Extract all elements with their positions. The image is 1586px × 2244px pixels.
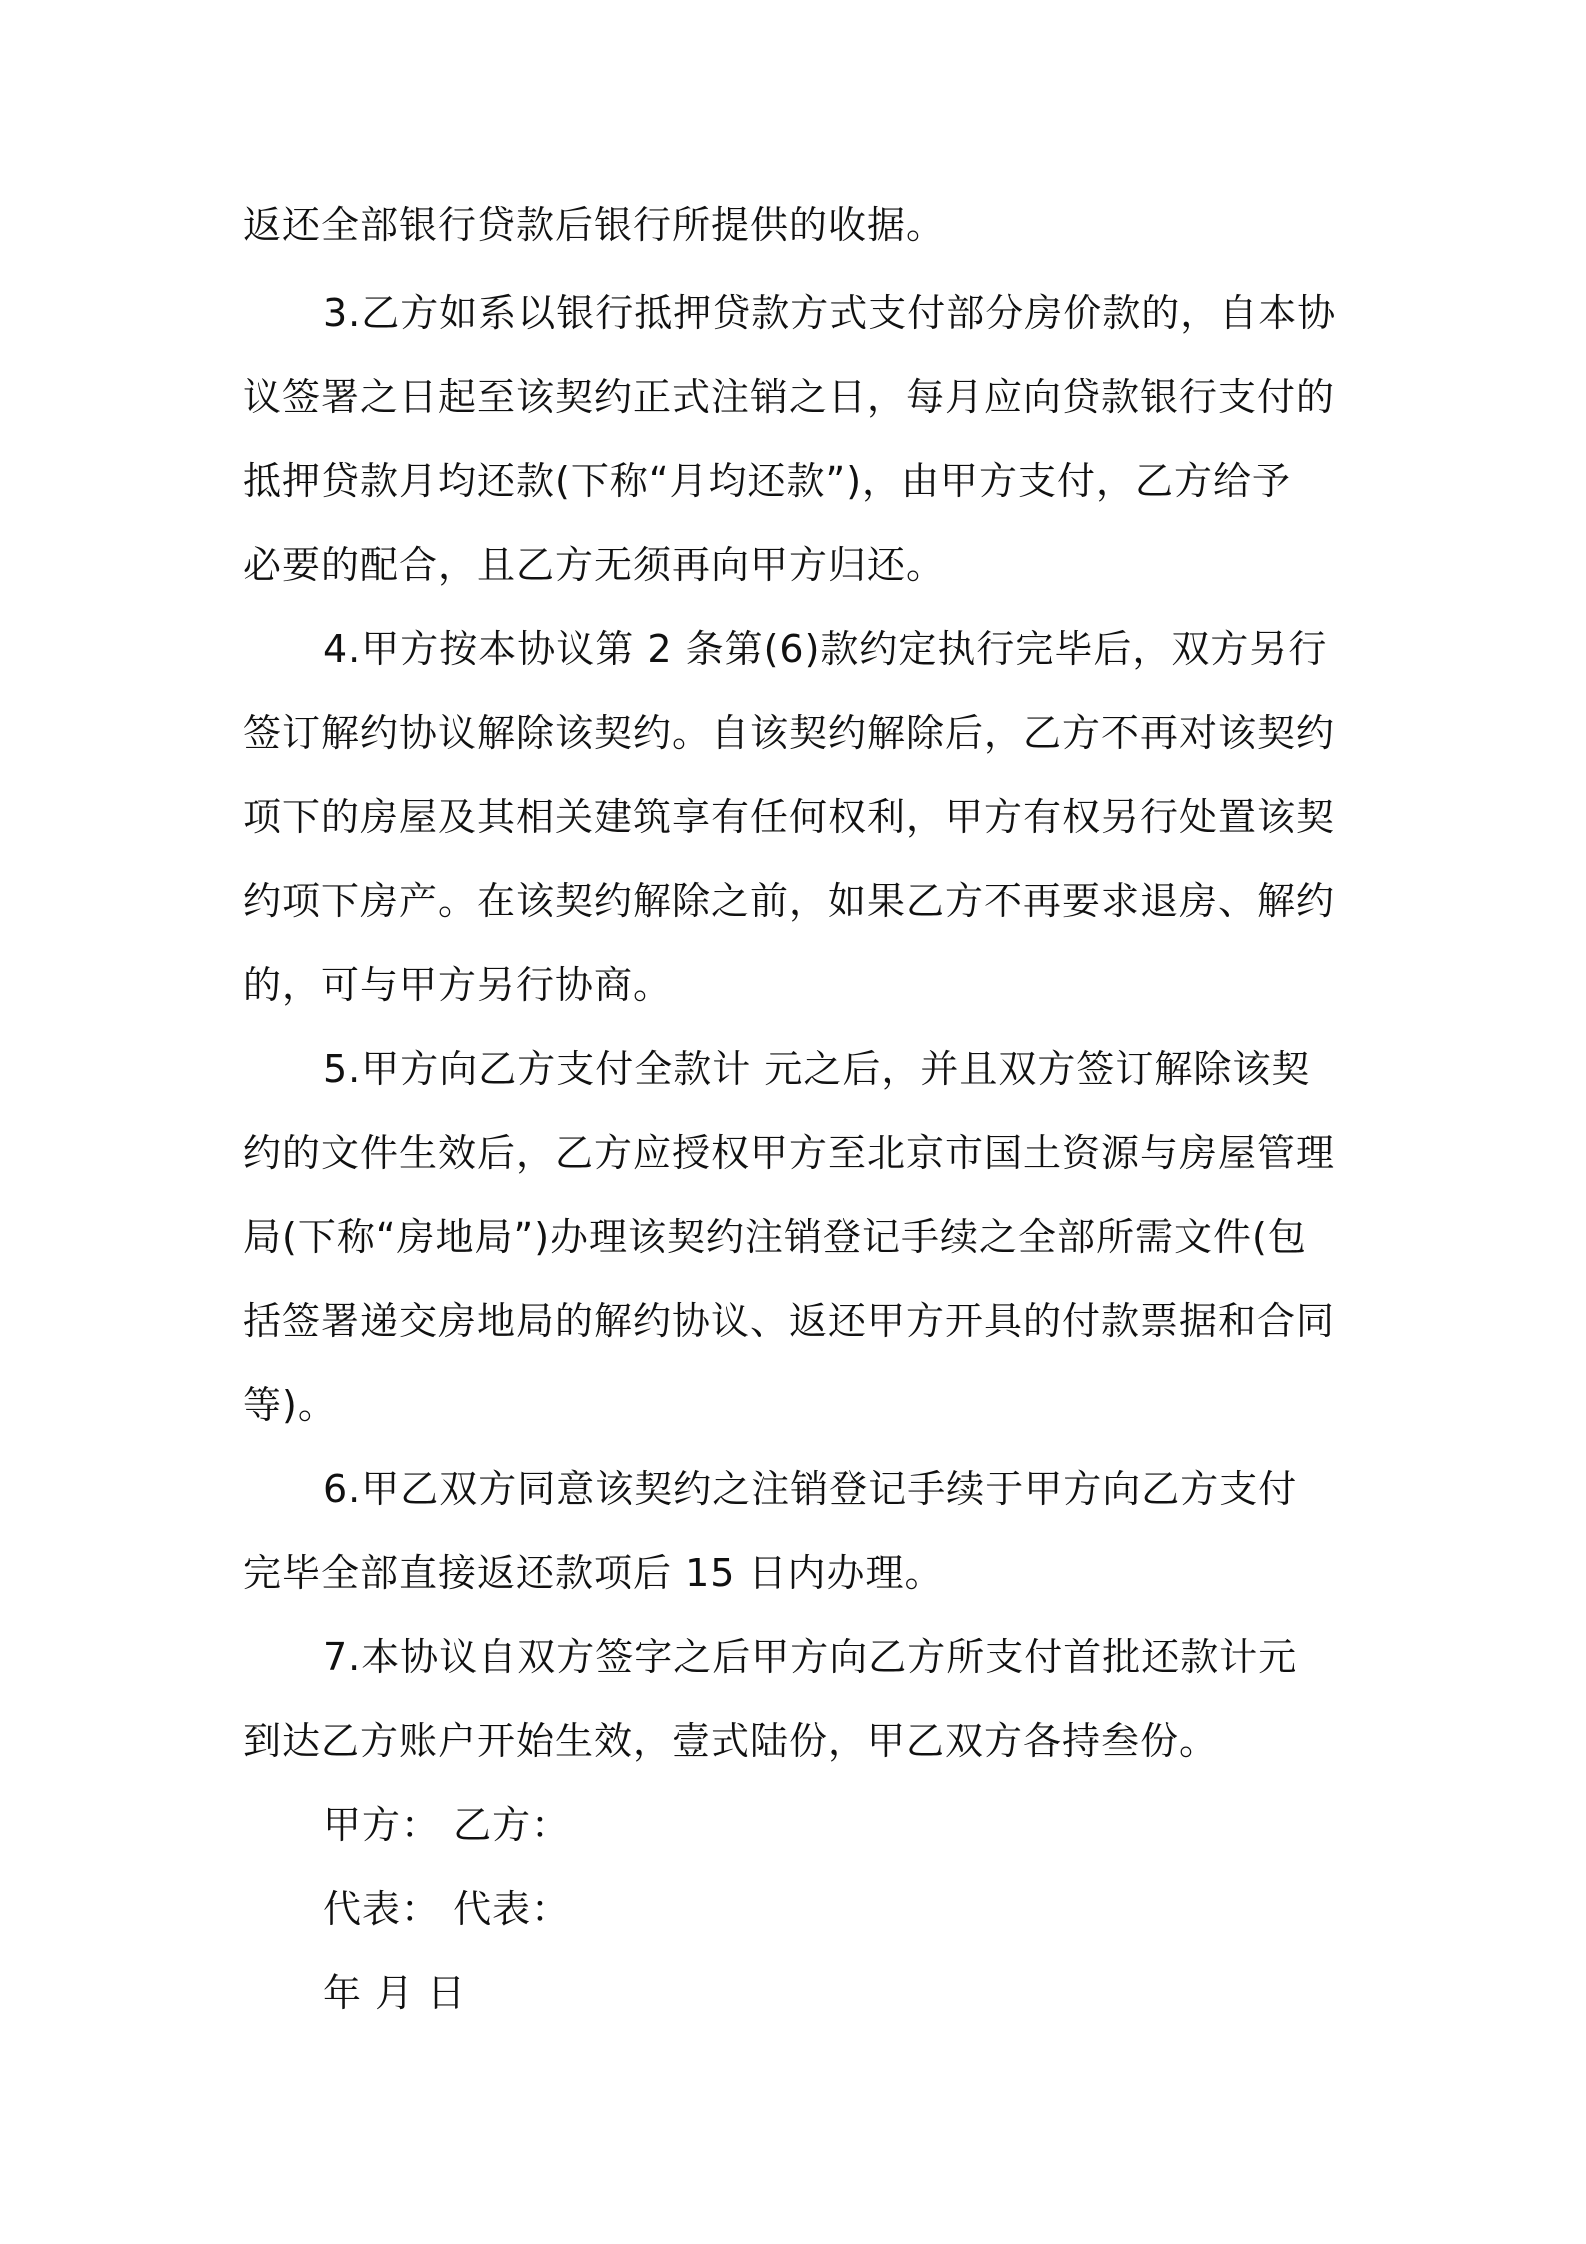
- clause-5-line: 5.甲方向乙方支付全款计 元之后，并且双方签订解除该契: [323, 1047, 1311, 1091]
- document-page: [243, 0, 1353, 2244]
- text-line: 议签署之日起至该契约正式注销之日，每月应向贷款银行支付的: [243, 375, 1336, 419]
- text-line: 约的文件生效后，乙方应授权甲方至北京市国土资源与房屋管理: [243, 1131, 1336, 1175]
- signature-party-line: 甲方： 乙方：: [323, 1803, 571, 1847]
- text-line: 签订解约协议解除该契约。自该契约解除后，乙方不再对该契约: [243, 711, 1336, 755]
- clause-3-line: 3.乙方如系以银行抵押贷款方式支付部分房价款的，自本协: [323, 291, 1337, 335]
- text-line: 抵押贷款月均还款(下称“月均还款”)，由甲方支付，乙方给予: [243, 459, 1292, 503]
- text-line: 必要的配合，且乙方无须再向甲方归还。: [243, 543, 946, 587]
- signature-date-line: 年 月 日: [323, 1971, 467, 2015]
- clause-6-line: 6.甲乙双方同意该契约之注销登记手续于甲方向乙方支付: [323, 1467, 1298, 1511]
- text-line: 到达乙方账户开始生效，壹式陆份，甲乙双方各持叁份。: [243, 1719, 1219, 1763]
- text-line: 等)。: [243, 1383, 337, 1427]
- clause-7-line: 7.本协议自双方签字之后甲方向乙方所支付首批还款计元: [323, 1635, 1298, 1679]
- text-line: 括签署递交房地局的解约协议、返还甲方开具的付款票据和合同: [243, 1299, 1336, 1343]
- text-line: 返还全部银行贷款后银行所提供的收据。: [243, 203, 946, 247]
- text-line: 项下的房屋及其相关建筑享有任何权利，甲方有权另行处置该契: [243, 795, 1336, 839]
- signature-representative-line: 代表： 代表：: [323, 1887, 571, 1931]
- text-line: 局(下称“房地局”)办理该契约注销登记手续之全部所需文件(包: [243, 1215, 1307, 1259]
- text-line: 约项下房产。在该契约解除之前，如果乙方不再要求退房、解约: [243, 879, 1336, 923]
- text-line: 完毕全部直接返还款项后 15 日内办理。: [243, 1551, 944, 1595]
- text-line: 的，可与甲方另行协商。: [243, 963, 673, 1007]
- clause-4-line: 4.甲方按本协议第 2 条第(6)款约定执行完毕后，双方另行: [323, 627, 1328, 671]
